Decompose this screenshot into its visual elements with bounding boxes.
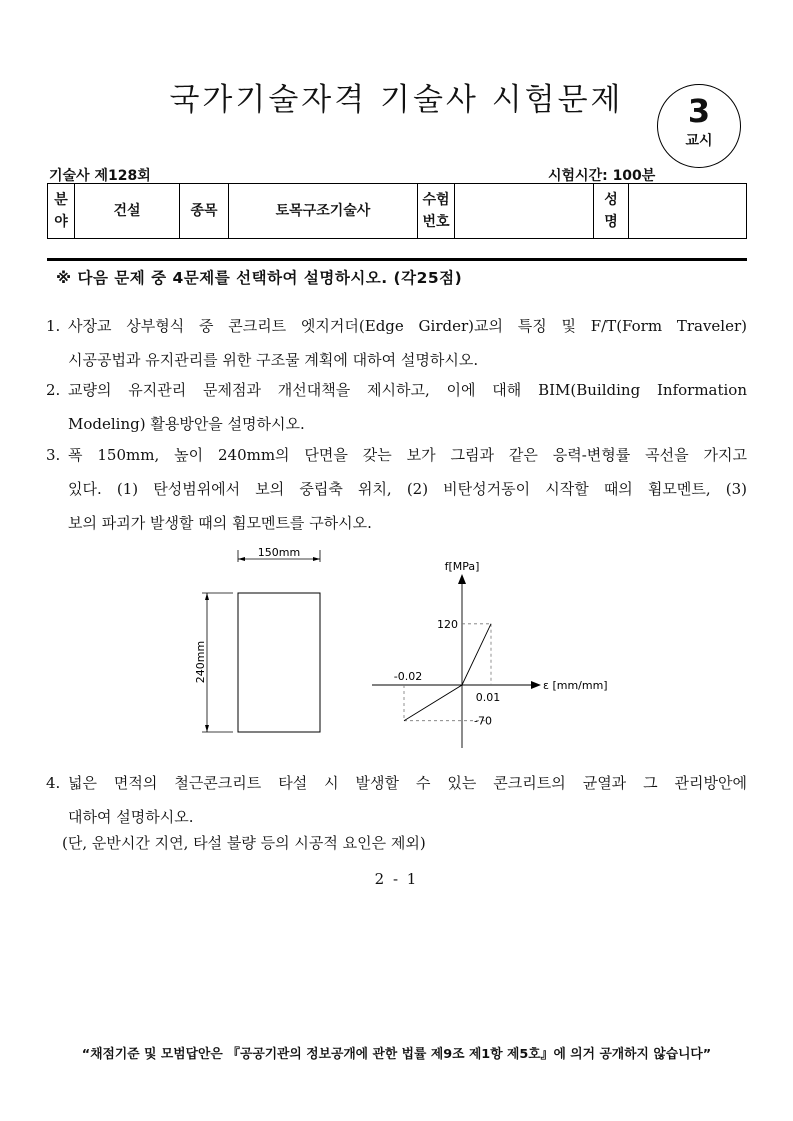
compression-stress-label: -70 <box>474 714 492 728</box>
session-label: 교시 <box>685 133 713 149</box>
exam-no-value[interactable] <box>455 184 594 239</box>
x-axis-arrow <box>531 681 541 689</box>
arrow-head <box>205 593 209 600</box>
question-2 <box>46 373 747 441</box>
section-height-label: 240mm <box>194 640 207 684</box>
tension-stress-label: 120 <box>437 617 458 631</box>
section-width-label: 150mm <box>257 546 301 559</box>
question-line: 폭 150mm, 높이 240mm의 단면을 갖는 보가 그림과 같은 응력-변형률 곡선을 가지고 <box>68 446 747 464</box>
exam-round: 기술사 제128회 <box>49 168 151 184</box>
question-line: 사장교 상부형식 중 콘크리트 엣지거더(Edge Girder)교의 특징 및 F/T(Form Traveler) <box>68 317 747 335</box>
session-number: 3 <box>687 92 711 130</box>
question-number: 2. <box>46 381 61 399</box>
stress-strain-chart <box>360 548 620 753</box>
exam-no-label: 수험번호 <box>418 184 455 239</box>
header-divider <box>47 258 747 261</box>
question-line: Modeling) 활용방안을 설명하시오. <box>68 415 305 433</box>
category-value: 토목구조기술사 <box>229 184 418 239</box>
tension-strain-label: 0.01 <box>475 691 501 704</box>
compression-strain-label: -0.02 <box>393 670 423 683</box>
beam-section-figure <box>185 540 345 750</box>
name-label: 성명 <box>594 184 629 239</box>
question-1 <box>46 309 747 377</box>
y-axis-label: f[MPa] <box>444 560 480 573</box>
question-4-note: (단, 운반시간 지연, 타설 불량 등의 시공적 요인은 제외) <box>62 834 426 852</box>
instruction: ※ 다음 문제 중 4문제를 선택하여 설명하시오. (각25점) <box>56 269 463 287</box>
arrow-head <box>205 725 209 732</box>
field-value: 건설 <box>75 184 180 239</box>
field-label: 분야 <box>48 184 75 239</box>
question-line: 시공공법과 유지관리를 위한 구조물 계획에 대하여 설명하시오. <box>68 351 479 369</box>
category-label: 종목 <box>180 184 229 239</box>
question-line: 넓은 면적의 철근콘크리트 타설 시 발생할 수 있는 콘크리트의 균열과 그 관리방안에 <box>68 774 747 792</box>
question-line: 보의 파괴가 발생할 때의 휨모멘트를 구하시오. <box>68 514 372 532</box>
arrow-head <box>313 557 320 561</box>
x-axis-label: ε [mm/mm] <box>543 679 608 692</box>
question-number: 1. <box>46 317 61 335</box>
beam-section-rect <box>238 593 320 732</box>
page-number: 2 - 1 <box>374 870 419 888</box>
question-number: 3. <box>46 446 61 464</box>
y-axis-arrow <box>458 574 466 584</box>
question-4 <box>46 766 747 834</box>
question-3 <box>46 438 747 540</box>
question-number: 4. <box>46 774 61 792</box>
session-badge <box>657 84 741 168</box>
exam-info-table <box>47 183 747 239</box>
arrow-head <box>238 557 245 561</box>
exam-title: 국가기술자격 기술사 시험문제 <box>169 82 624 118</box>
question-line: 대하여 설명하시오. <box>68 808 194 826</box>
name-value[interactable] <box>629 184 747 239</box>
question-line: 교량의 유지관리 문제점과 개선대책을 제시하고, 이에 대해 BIM(Building Information <box>68 381 747 399</box>
disclosure-footer: “채점기준 및 모범답안은 『공공기관의 정보공개에 관한 법률 제9조 제1항 제5호』에 의거 공개하지 않습니다” <box>81 1047 712 1062</box>
question-line: 있다. (1) 탄성범위에서 보의 중립축 위치, (2) 비탄성거동이 시작할 때의 휨모멘트, (3) <box>68 480 747 498</box>
exam-time: 시험시간: 100분 <box>548 168 656 184</box>
